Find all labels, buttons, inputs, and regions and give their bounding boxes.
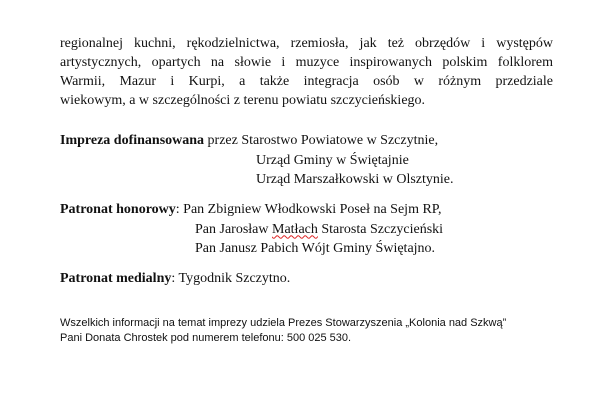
honorary-text: Starosta Szczycieński	[317, 221, 444, 237]
honorary-line	[60, 220, 443, 240]
contact-line: Pani Donata Chrostek pod numerem telefonu: 500 025 530.	[60, 332, 352, 344]
paragraph-line: wiekowym, a w szczególności z terenu powiatu szczycieńskiego.	[60, 93, 426, 108]
paragraph-line: Warmii, Mazur i Kurpi, a także integracja osób w różnym przedziale	[60, 74, 553, 89]
funding-line	[60, 131, 454, 151]
funding-text: przez Starostwo Powiatowe w Szczytnie,	[204, 133, 439, 148]
media-section	[60, 269, 290, 289]
media-label: Patronat medialny	[60, 271, 172, 286]
honorary-line: Pan Janusz Pabich Wójt Gminy Świętajno.	[195, 241, 436, 256]
paragraph-line: artystycznych, opartych na słowie i muzyce inspirowanych polskim folklorem	[60, 55, 553, 70]
contact-section	[60, 316, 506, 346]
description-paragraph	[60, 34, 553, 110]
media-text: : Tygodnik Szczytno.	[171, 271, 291, 286]
funding-line: Urząd Gminy w Świętajnie	[256, 152, 409, 168]
funding-label: Impreza dofinansowana	[60, 133, 205, 148]
paragraph-line: regionalnej kuchni, rękodzielnictwa, rzemiosła, jak też obrzędów i występów	[60, 36, 553, 51]
media-line	[60, 269, 290, 289]
spellcheck-word: Matłach	[272, 221, 318, 237]
contact-line: Wszelkich informacji na temat imprezy udziela Prezes Stowarzyszenia „Kolonia nad Szkwą”	[60, 317, 507, 329]
honorary-label: Patronat honorowy	[60, 202, 176, 217]
funding-section	[60, 131, 454, 190]
honorary-text: Pan Jarosław	[195, 221, 272, 237]
honorary-section	[60, 200, 443, 259]
honorary-text: : Pan Zbigniew Włodkowski Poseł na Sejm RP,	[175, 202, 442, 217]
funding-line: Urząd Marszałkowski w Olsztynie.	[256, 172, 454, 187]
honorary-line	[60, 200, 443, 220]
